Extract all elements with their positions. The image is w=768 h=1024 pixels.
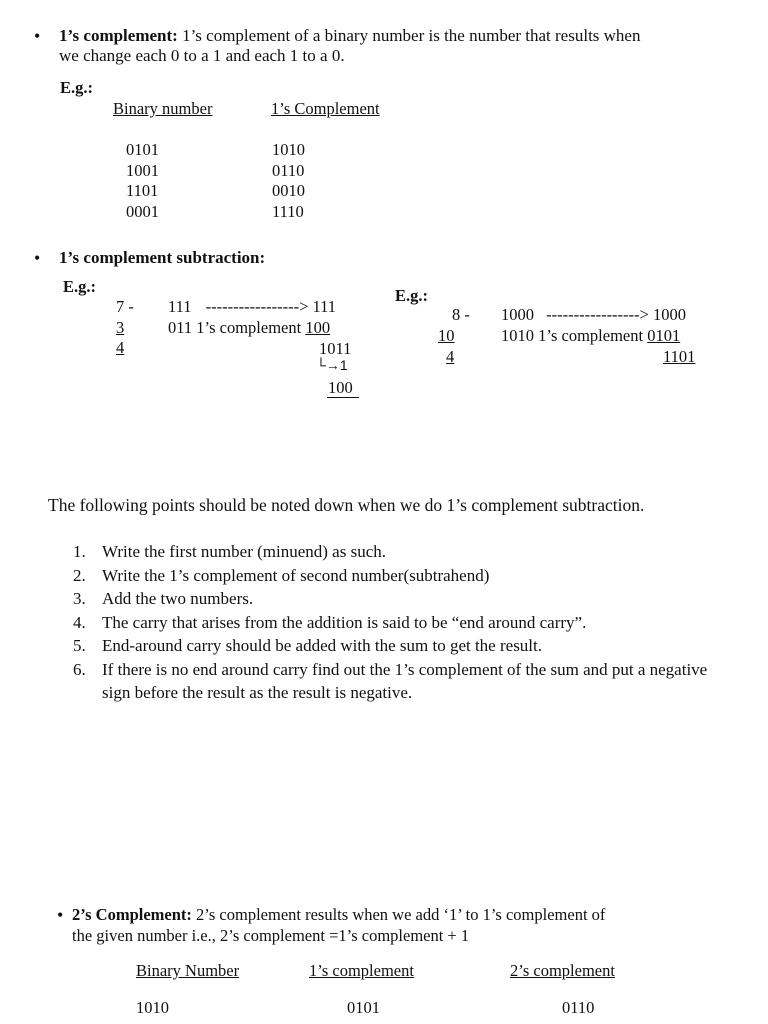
ones-complement-definition-line1 [59,26,640,46]
list-item [73,634,733,658]
table-cell: 1101 [126,181,159,200]
table-cell: 0010 [272,181,305,200]
bullet-icon: • [57,905,64,925]
example1-eg-label: E.g.: [63,277,96,296]
example2-line1 [501,305,686,325]
list-item [73,564,733,588]
list-number: 6. [73,659,86,679]
table-cell: 1010 [272,140,305,159]
list-number: 1. [73,542,86,561]
example2-arrow: -----------------> 1000 [546,305,686,324]
bullet-icon: • [34,248,41,268]
example1-complement-label: 1’s complement [196,318,302,337]
list-text: Write the first number (minuend) as such. [102,542,386,561]
example1-line2 [168,318,330,338]
twos-complement-text-2: the given number i.e., 2’s complement =1’s complement + 1 [72,926,470,945]
example2-subtrahend: 10 [438,326,455,345]
list-number: 2. [73,565,86,585]
table-header-ones: 1’s complement [309,961,414,980]
table-header-twos: 2’s complement [510,961,615,980]
twos-complement-definition-line1 [72,905,605,925]
list-number: 5. [73,636,86,655]
list-text: If there is no end around carry find out the 1’s complement of the sum and put a negative sign before the result as the result is negative. [102,659,708,702]
table-cell: 0101 [347,998,380,1017]
example1-line1 [168,297,336,317]
table-header-binary: Binary Number [136,961,240,980]
list-text: The carry that arises from the addition is said to be “end around carry”. [102,612,587,632]
example1-minuend: 7 - [116,297,134,316]
list-item [73,587,733,611]
table-cell: 0001 [126,201,159,221]
notes-intro: The following points should be noted down when we do 1’s complement subtraction. [48,495,645,515]
twos-complement-heading: 2’s Complement: [72,905,192,924]
bullet-icon: • [34,26,41,46]
table-cell: 1110 [272,201,304,221]
example1-subtrahend: 3 [116,318,125,337]
table-cell: 0110 [562,998,595,1017]
ones-complement-text-2: we change each 0 to a 1 and each 1 to a 0. [59,46,345,65]
example2-sum: 1101 [663,347,696,366]
example1-binary-minuend: 111 [168,297,192,316]
list-item [73,540,733,564]
eg-label: E.g.: [60,78,93,97]
list-number: 4. [73,612,86,632]
example2-line2 [501,326,680,346]
example2-eg-label: E.g.: [395,286,428,305]
list-number: 3. [73,589,86,608]
list-text: Add the two numbers. [102,589,254,608]
example2-minuend: 8 - [452,305,470,324]
list-text: Write the 1’s complement of second number(subtrahend) [102,565,490,585]
table-cell: 0101 [126,140,159,159]
example2-complement-label: 1’s complement [538,326,644,345]
example2-complement-value: 0101 [647,326,681,345]
table-cell: 0110 [272,160,305,180]
list-text: End-around carry should be added with the sum to get the result. [102,636,542,655]
list-item [73,658,733,705]
end-around-carry-icon: └→1 [316,357,348,373]
subtraction-heading: 1’s complement subtraction: [59,248,266,267]
example1-binary-subtrahend: 011 [168,318,193,337]
notes-list [73,540,733,705]
example1-difference: 4 [116,338,125,357]
example1-sum: 1011 [319,339,352,358]
complement-column [272,140,305,222]
ones-complement-text-1: 1’s complement of a binary number is the number that results when [182,26,641,45]
table-header-binary: Binary number [113,99,213,118]
list-item [73,611,733,635]
table-cell: 1010 [136,998,169,1017]
table-cell: 1001 [126,160,159,180]
example1-result: 100 [327,379,359,398]
ones-complement-heading: 1’s complement: [59,26,178,45]
table-header-complement: 1’s Complement [271,99,380,118]
example1-arrow: -----------------> 111 [205,297,337,316]
twos-complement-text-1: 2’s complement results when we add ‘1’ to 1’s complement of [196,905,606,924]
binary-column [126,140,159,222]
example2-binary-minuend: 1000 [501,305,534,324]
example1-complement-value: 100 [305,318,331,337]
example2-difference: 4 [446,347,455,366]
example2-binary-subtrahend: 1010 [501,326,534,345]
